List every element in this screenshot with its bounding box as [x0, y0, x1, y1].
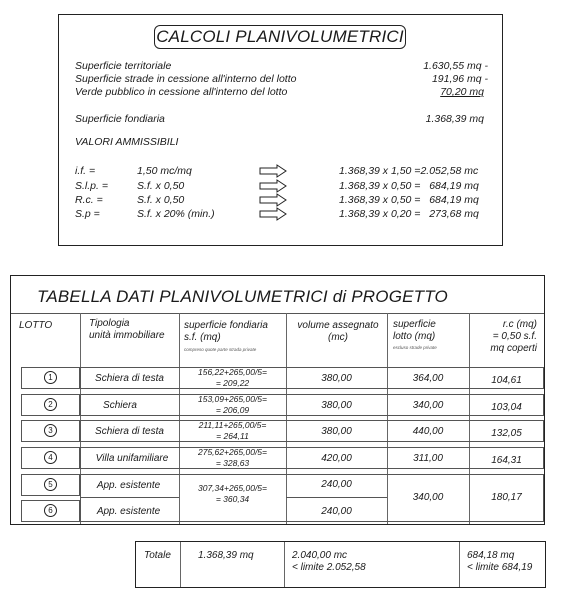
totale-rc: 684,18 mq < limite 684,19 — [467, 550, 533, 573]
lotto-number: 1 — [44, 371, 57, 384]
strade-value: 191,96 mq - — [431, 73, 488, 85]
calcoli-title: CALCOLI PLANIVOLUMETRICI — [154, 25, 406, 49]
right-arrow-icon — [259, 193, 287, 207]
rc-cell: 180,17 — [491, 492, 522, 503]
lotto-sup-cell: 340,00 — [412, 492, 444, 503]
lotto-sup-cell: 340,00 — [412, 400, 444, 411]
valore-formula: S.f. x 0,50 — [137, 180, 185, 192]
totale-volume: 2.040,00 mc < limite 2.052,58 — [292, 550, 366, 573]
volume-cell: 240,00 — [321, 479, 352, 490]
header-rc: r.c (mq) = 0,50 s.f. mq coperti — [490, 319, 537, 354]
header-lotto-note: escluso strade private — [393, 345, 437, 350]
tabella-box — [10, 275, 545, 525]
column-separator — [459, 542, 460, 587]
verde-label: Verde pubblico in cessione all'interno del lotto — [75, 86, 288, 98]
header-sf-note: compreso quote parte strada private — [184, 347, 257, 352]
volume-cell: 380,00 — [321, 426, 352, 437]
tipologia-cell: Schiera di testa — [95, 426, 164, 437]
valori-title: VALORI AMMISSIBILI — [75, 136, 179, 148]
fondiaria-label: Superficie fondiaria — [75, 113, 165, 125]
calcoli-box — [58, 14, 503, 246]
sf-cell: 156,22+265,00/5= = 209,22 — [197, 367, 267, 388]
rc-cell: 132,05 — [491, 428, 522, 439]
valore-result: 1.368,39 x 0,50 = 684,19 mq — [339, 180, 479, 192]
tipologia-cell: Schiera di testa — [95, 373, 164, 384]
tipologia-cell: Villa unifamiliare — [95, 453, 169, 464]
valore-result: 1.368,39 x 0,50 = 684,19 mq — [339, 194, 479, 206]
verde-value: 70,20 mq — [440, 86, 484, 98]
header-lotto: LOTTO — [19, 320, 53, 331]
lotto-sup-cell: 440,00 — [412, 426, 444, 437]
tipologia-cell: App. esistente — [96, 506, 161, 517]
sf-cell: 275,62+265,00/5= = 328,63 — [197, 447, 267, 468]
totale-box — [135, 541, 546, 588]
header-volume: volume assegnato (mc) — [297, 320, 379, 343]
lotto-number: 3 — [44, 424, 57, 437]
header-superficie-lotto: superficie lotto (mq) — [393, 319, 436, 342]
right-arrow-icon — [259, 164, 287, 178]
tipologia-cell: App. esistente — [96, 480, 161, 491]
volume-cell: 380,00 — [321, 400, 352, 411]
column-separator — [284, 542, 285, 587]
volume-cell: 240,00 — [321, 506, 352, 517]
lotto-sup-cell: 311,00 — [413, 453, 443, 464]
right-arrow-icon — [259, 207, 287, 221]
strade-label: Superficie strade in cessione all'interno del lotto — [75, 73, 297, 85]
right-arrow-icon — [259, 179, 287, 193]
valore-formula: S.f. x 0,50 — [137, 194, 185, 206]
volume-cell: 380,00 — [321, 373, 352, 384]
lotto-sup-cell: 364,00 — [412, 373, 444, 384]
superficie-territoriale-value: 1.630,55 mq - — [423, 60, 488, 72]
sf-cell: 153,09+265,00/5= = 206,09 — [197, 394, 267, 415]
valore-result: 1.368,39 x 0,20 = 273,68 mq — [339, 208, 479, 220]
fondiaria-value: 1.368,39 mq — [425, 113, 484, 125]
valore-formula: S.f. x 20% (min.) — [137, 208, 215, 220]
valore-sym: R.c. = — [75, 194, 103, 206]
row-divider — [286, 497, 387, 498]
tabella-title: TABELLA DATI PLANIVOLUMETRICI di PROGETTO — [37, 287, 448, 306]
header-tipologia: Tipologia unità immobiliare — [89, 318, 165, 341]
totale-label: Totale — [144, 550, 171, 561]
header-superficie-fondiaria: superficie fondiaria s.f. (mq) — [184, 320, 268, 343]
table-header-divider — [11, 313, 544, 314]
valore-sym: S.l.p. = — [75, 180, 108, 192]
rc-cell: 103,04 — [491, 402, 522, 413]
lotto-number: 6 — [44, 504, 57, 517]
totale-sf: 1.368,39 mq — [198, 550, 254, 561]
rc-cell: 104,61 — [491, 375, 522, 386]
row-divider — [80, 497, 179, 498]
lotto-number: 2 — [44, 398, 57, 411]
valore-result: 1.368,39 x 1,50 =2.052,58 mc — [339, 165, 479, 177]
lotto-number: 4 — [44, 451, 57, 464]
column-separator — [180, 542, 181, 587]
rc-cell: 164,31 — [491, 455, 522, 466]
tipologia-cell: Schiera — [103, 400, 137, 411]
sf-cell: 307,34+265,00/5= = 360,34 — [197, 483, 267, 504]
lotto-number: 5 — [44, 478, 57, 491]
valore-sym: S.p = — [75, 208, 100, 220]
volume-cell: 420,00 — [321, 453, 352, 464]
sf-cell: 211,11+265,00/5= = 264,11 — [198, 420, 267, 441]
valore-sym: i.f. = — [75, 165, 96, 177]
valore-formula: 1,50 mc/mq — [137, 165, 192, 177]
superficie-territoriale-label: Superficie territoriale — [75, 60, 172, 72]
